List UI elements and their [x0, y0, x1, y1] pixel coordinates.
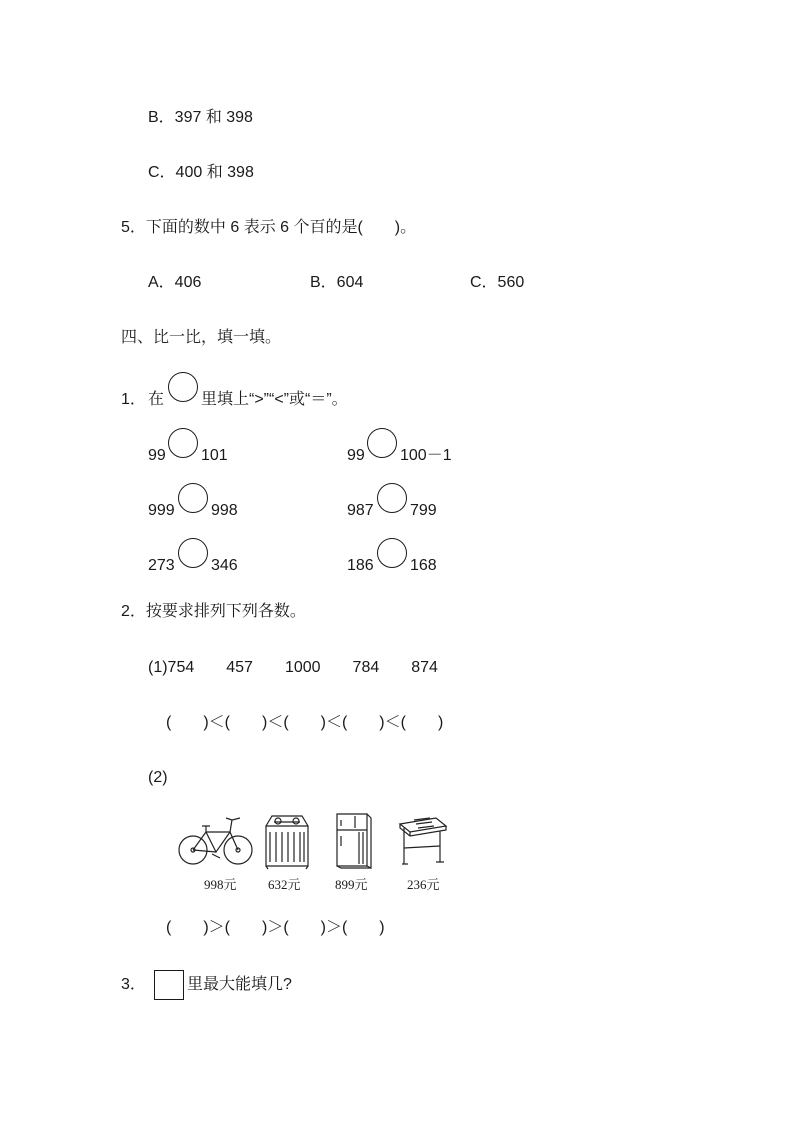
problem-2-sub2-blanks[interactable]: ( )＞( )＞( )＞( ): [166, 919, 385, 936]
compare-circle[interactable]: [367, 428, 397, 458]
compare-left: 99: [148, 447, 166, 464]
problem-2-sub2: (2): [148, 769, 168, 786]
bicycle-icon: [176, 812, 256, 870]
compare-left: 186: [347, 557, 374, 574]
answer-circle-icon: [168, 372, 198, 402]
problem-2-sub1-blanks[interactable]: ( )＜( )＜( )＜( )＜( ): [166, 714, 444, 731]
problem-1-pre: 在: [148, 391, 165, 408]
answer-box[interactable]: [154, 970, 184, 1000]
compare-circle[interactable]: [377, 538, 407, 568]
compare-circle[interactable]: [178, 538, 208, 568]
refrigerator-icon: [333, 810, 373, 870]
option-c: C．400 和 398: [148, 164, 254, 181]
problem-1-post: 里填上“>”“<”或“＝”。: [201, 391, 348, 408]
price-label: 632元: [268, 877, 301, 892]
compare-left: 987: [347, 502, 374, 519]
problem-2-sub1: (1)754 457 1000 784 874: [148, 659, 438, 676]
compare-right: 998: [211, 502, 238, 519]
desk-icon: [396, 814, 448, 868]
compare-left: 273: [148, 557, 175, 574]
price-label: 998元: [204, 877, 237, 892]
compare-right: 799: [410, 502, 437, 519]
problem-3-post: 里最大能填几?: [187, 976, 292, 993]
compare-right: 100－1: [400, 447, 452, 464]
compare-circle[interactable]: [168, 428, 198, 458]
compare-right: 346: [211, 557, 238, 574]
washing-machine-icon: [262, 812, 312, 870]
compare-circle[interactable]: [178, 483, 208, 513]
problem-1-num: 1．: [121, 391, 146, 408]
compare-circle[interactable]: [377, 483, 407, 513]
compare-right: 168: [410, 557, 437, 574]
compare-right: 101: [201, 447, 228, 464]
problem-2-stem: 2．按要求排列下列各数。: [121, 603, 306, 620]
question-5-stem: 5．下面的数中 6 表示 6 个百的是( )。: [121, 219, 417, 236]
option-b: B．397 和 398: [148, 109, 253, 126]
compare-left: 999: [148, 502, 175, 519]
q5-option-b: B．604: [310, 274, 364, 291]
q5-option-c: C．560: [470, 274, 525, 291]
compare-left: 99: [347, 447, 365, 464]
section-title: 四、比一比，填一填。: [121, 329, 282, 346]
problem-3-num: 3．: [121, 976, 146, 993]
price-label: 236元: [407, 877, 440, 892]
q5-option-a: A．406: [148, 274, 202, 291]
price-label: 899元: [335, 877, 368, 892]
